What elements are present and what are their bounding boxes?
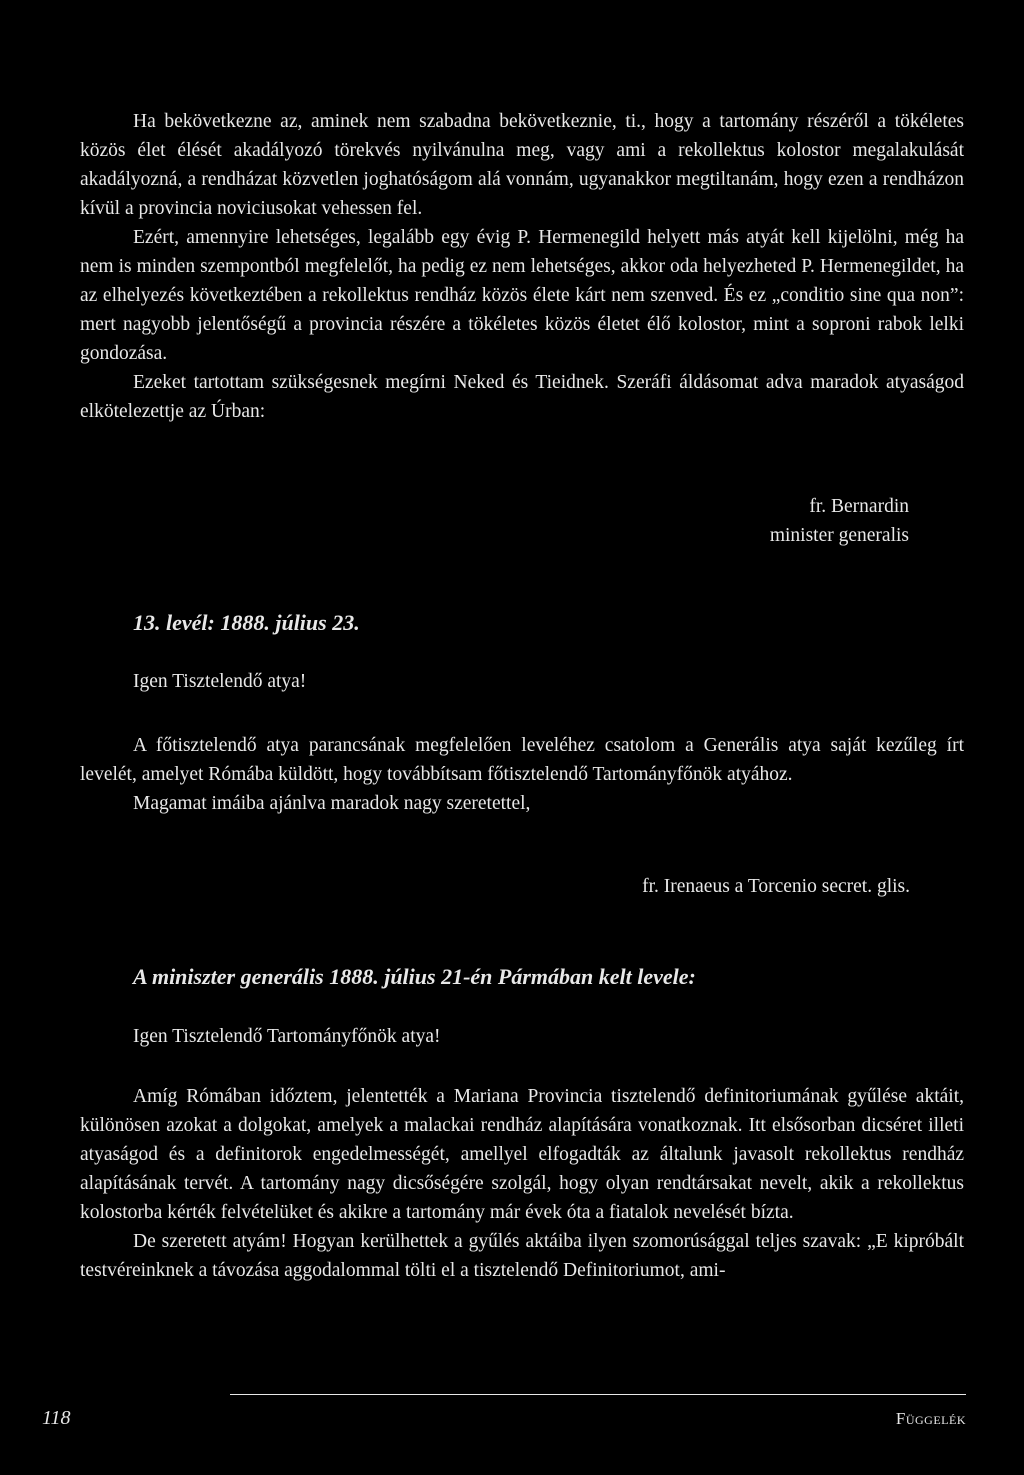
paragraph: Amíg Rómában időztem, jelentették a Mariana Provincia tisztelendő definitoriumának gyűlése aktáit, különösen azokat a dolgokat, amelyek a malackai rendház alapítására vonatkoznak. Itt elsősorban dicséret illeti atyaságod és a definitorok engedelmességét, amellyel elfogadták az általunk javasolt rekollektus rendház alapításának tervét. A tartomány nagy dicsőségére szolgál, hogy olyan rendtársakat nevelt, akik a rekollektus kolostorba kérték felvételüket és akikre a tartomány már évek óta a fiatalok nevelését bízta. xyxy=(80,1086,964,1223)
salutation: Igen Tisztelendő Tartományfőnök atya! xyxy=(133,1026,441,1047)
signature-title: minister generalis xyxy=(769,525,909,546)
letter-continuation xyxy=(80,107,964,426)
paragraph: De szeretett atyám! Hogyan kerülhettek a gyűlés aktáiba ilyen szomorúsággal teljes szavak: „E kipróbált testvéreinknek a távozása aggodalommal tölti el a tisztelendő Definitoriumot, ami- xyxy=(80,1231,964,1281)
letter-body xyxy=(80,731,964,818)
paragraph: Magamat imáiba ajánlva maradok nagy szeretettel, xyxy=(133,793,531,814)
signature-block xyxy=(770,492,909,550)
running-head: Függelék xyxy=(895,1409,966,1428)
footer-rule xyxy=(230,1394,966,1395)
paragraph: Ha bekövetkezne az, aminek nem szabadna bekövetkeznie, ti., hogy a tartomány részéről a tökéletes közös élet élését akadályozó törekvés nyilvánulna meg, vagy ami a rekollektus kolostor megalakulását akadályozná, a rendházat közvetlen joghatóságom alá vonnám, ugyanakkor megtiltanám, hogy ezen a rendházon kívül a provincia noviciusokat vehessen fel. xyxy=(80,111,964,219)
letter-body xyxy=(80,1082,964,1285)
paragraph: Ezeket tartottam szükségesnek megírni Neked és Tieidnek. Szeráfi áldásomat adva maradok atyaságod elkötelezettje az Úrban: xyxy=(80,372,964,422)
paragraph: Ezért, amennyire lehetséges, legalább egy évig P. Hermenegild helyett más atyát kell kijelölni, még ha nem is minden szempontból megfelelőt, ha pedig ez nem lehetséges, akkor oda helyezheted P. Hermenegildet, ha az elhelyezés következtében a rekollektus rendház közös élete kárt nem szenved. És ez „conditio sine qua non”: mert nagyobb jelentőségű a provincia részére a tökéletes közös életet élő kolostor, mint a soproni rabok lelki gondozása. xyxy=(80,227,964,364)
salutation: Igen Tisztelendő atya! xyxy=(133,671,307,692)
paragraph: A főtisztelendő atya parancsának megfelelően leveléhez csatolom a Generális atya saját kezűleg írt levelét, amelyet Rómába küldött, hogy továbbítsam főtisztelendő Tartományfőnök atyához. xyxy=(80,735,964,785)
letter-heading: A miniszter generális 1888. július 21-én Pármában kelt levele: xyxy=(133,964,696,989)
letter-heading: 13. levél: 1888. július 23. xyxy=(133,610,360,635)
page-number: 118 xyxy=(42,1407,71,1429)
signature-line: fr. Irenaeus a Torcenio secret. glis. xyxy=(642,876,910,897)
signature-name: fr. Bernardin xyxy=(809,496,909,517)
